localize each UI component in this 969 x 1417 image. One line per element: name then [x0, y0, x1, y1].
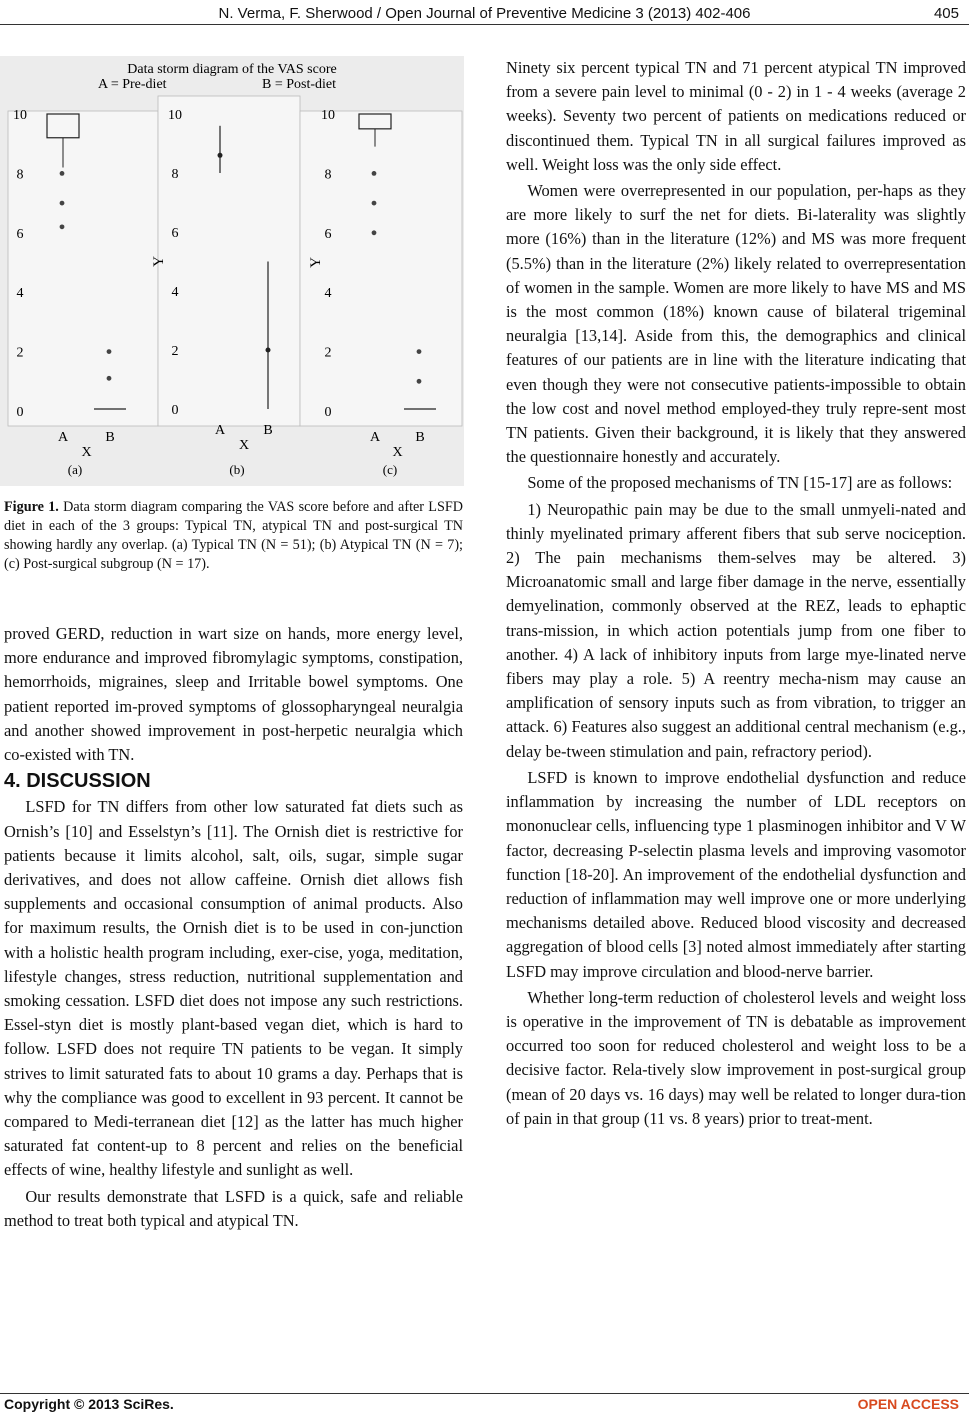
panel-label: (c)	[382, 462, 398, 477]
data-point	[60, 201, 65, 206]
data-point	[107, 349, 112, 354]
data-point	[372, 201, 377, 206]
data-storm-diagram	[0, 56, 464, 486]
left-column	[4, 622, 463, 1235]
y-tick-label: 8	[324, 167, 332, 183]
y-tick-label: 2	[171, 344, 179, 359]
paragraph: proved GERD, reduction in wart size on hands, more energy level, more endurance and improved fibromylagic symptoms, constipation, hemorrhoids, migraines, sleep and Irritable bowel symptoms. One patient reported im-proved symptoms of glossopharyngeal neuralgia and another showed improvement in post-herpetic neuralgia which co-existed with TN.	[4, 624, 463, 765]
y-tick-label: 2	[16, 345, 24, 361]
group-b-label: B	[105, 430, 115, 445]
open-access-badge: OPEN ACCESS	[857, 1396, 959, 1412]
data-point	[417, 379, 422, 384]
paragraph: LSFD for TN differs from other low saturated fat diets such as Ornish’s [10] and Esselstyn’s [11]. The Ornish diet is restrictive for patients because it limits alcohol, salt, oils, sugar, simple sugar derivatives, and does not allow caffeine. Ornish diet allows fish supplements and occasional consumption of animal products. Also for maximum results, the Ornish diet is to be used in con-junction with a holistic health program including, exer-cise, yoga, meditation, lifestyle changes, stress reduction, nutritional supplementation and smoking cessation. LSFD diet does not impose any such restrictions. Essel-styn diet is mostly plant-based vegan diet, which is hard to follow. LSFD does not require TN patients to be vegan. It simply strives to limit saturated fats to about 10 grams a day. Perhaps that is why the compliance was good to excellent in 93 percent. It cannot be compared to Medi-terranean diet [12] as the latter has much higher saturated fat content-up to 8 percent and relies on the beneficial effects of wine, healthy lifestyle and sunlight as well.	[4, 797, 463, 1180]
right-column	[506, 56, 966, 1133]
data-point	[417, 349, 422, 354]
legend-post-diet: B = Post-diet	[262, 77, 337, 92]
paragraph: LSFD is known to improve endothelial dysfunction and reduce inflammation by increasing the number of LDL receptors on mononuclear cells, influencing type 1 plasminogen inhibitor and V W factor, decreasing P-selectin plasma levels and improving vasomotor function [18-20]. An improvement of the endothelial dysfunction and reduction of inflammation may well improve one or more underlying mechanisms detailed above. Reduced blood viscosity and decreased aggregation of blood cells [3] noted almost immediately after starting LSFD may improve circulation and blood-nerve barrier.	[506, 767, 966, 981]
paragraph: 1) Neuropathic pain may be due to the small unmyeli-nated and thinly myelinated primary afferent fibers that sub serve nociception. 2) The pain mechanisms them-selves may be altered. 3) Microanatomic small and large fiber damage in the nerve, essentially demyelination, commonly observed at the REZ, leads to ephaptic trans-mission, in which action potentials jump from one fiber to another. 4) A lack of inhibitory inputs from large mye-linated nerve fibers may play a role. 5) A reentry mecha-nism may cause an amplification of sensory inputs such as from vibration, to trigger an attack. 6) Features also suggest an additional central mechanism (e.g., delay be-tween stimulation and pain, refractory period).	[506, 499, 966, 761]
page-footer	[0, 1396, 969, 1416]
y-tick-label: 0	[16, 405, 24, 420]
copyright-notice: Copyright © 2013 SciRes.	[4, 1396, 174, 1412]
group-a-label: A	[57, 430, 69, 445]
y-axis-label: Y	[151, 256, 167, 267]
running-title: N. Verma, F. Sherwood / Open Journal of Preventive Medicine 3 (2013) 402-406	[218, 5, 751, 22]
data-point	[60, 224, 65, 229]
data-point	[107, 376, 112, 381]
caption-text: Data storm diagram comparing the VAS score before and after LSFD diet in each of the 3 groups: Typical TN, atypical TN and post-surgical TN showing hardly any overlap. (a) Typical TN (N = 51); (b) Atypical TN (N = 7); (c) Post-surgical subgroup (N = 17).	[4, 499, 463, 572]
y-tick-label: 0	[324, 405, 332, 420]
group-a-label: A	[214, 423, 226, 438]
paragraph: Ninety six percent typical TN and 71 percent atypical TN improved from a severe pain level to minimal (0 - 2) in 1 - 4 weeks (average 2 weeks). Seventy two percent of patients on medications reduced or discontinued them. Typical TN in all surgical failures improved as well. Weight loss was the only side effect.	[506, 58, 966, 174]
running-header	[0, 2, 969, 26]
legend-pre-diet: A = Pre-diet	[98, 77, 167, 92]
data-point	[60, 171, 65, 176]
paragraph: Our results demonstrate that LSFD is a quick, safe and reliable method to treat both typical and atypical TN.	[4, 1186, 463, 1230]
panel-frame	[158, 96, 300, 426]
x-axis-label: X	[238, 438, 250, 453]
data-point	[372, 230, 377, 235]
y-tick-label: 4	[16, 286, 24, 302]
y-tick-label: 6	[324, 226, 332, 242]
section-heading-discussion: 4. DISCUSSION	[4, 770, 151, 793]
paragraph: Women were overrepresented in our population, per-haps as they are more likely to surf the net for diets. Bi-laterality was slightly more (16%) than in the literature (12%) and MS was more frequent (5.5%) than in the literature (2%) likely related to overrepresentation of women in the sample. Women are more likely to have MS and MS is the most common (18%) known cause of bilateral trigeminal neuralgia [13,14]. Aside from this, the demographics and clinical features of our patients are in line with the literature indicating that even though they were not consecutive patients-impossible to obtain the low cost and novel method employed-they truly repre-sent most TN patients. Given their background, it is likely that they answered the questionnaire honestly and accurately.	[506, 181, 966, 467]
figure-1	[0, 56, 464, 486]
median-marker	[218, 153, 223, 158]
y-tick-label: 4	[324, 286, 332, 302]
y-tick-label: 8	[16, 167, 24, 183]
data-point	[372, 171, 377, 176]
figure-title: Data storm diagram of the VAS score	[127, 62, 337, 77]
x-axis-label: X	[81, 445, 92, 460]
panel-frame	[8, 111, 158, 426]
y-tick-label: 6	[171, 226, 179, 241]
group-a-label: A	[369, 430, 381, 445]
y-tick-label: 2	[324, 345, 332, 361]
y-tick-label: 4	[171, 285, 179, 300]
y-tick-label: 0	[171, 403, 179, 418]
panel-label: (a)	[67, 462, 83, 477]
y-tick-label: 10	[13, 108, 27, 123]
panel-frame	[300, 111, 462, 426]
paragraph: Some of the proposed mechanisms of TN [15-17] are as follows:	[527, 473, 953, 493]
y-tick-label: 6	[16, 226, 24, 242]
y-tick-label: 10	[168, 108, 182, 123]
page-number: 405	[933, 5, 959, 22]
x-axis-label: X	[392, 445, 403, 460]
y-tick-label: 8	[171, 167, 179, 182]
header-rule	[0, 24, 969, 25]
y-axis-label: Y	[308, 257, 324, 268]
panel-label: (b)	[229, 462, 245, 477]
y-tick-label: 10	[321, 108, 335, 123]
group-b-label: B	[263, 423, 273, 438]
figure-caption	[4, 498, 463, 574]
caption-label: Figure 1.	[4, 499, 59, 515]
paragraph: Whether long-term reduction of cholesterol levels and weight loss is operative in the improvement of TN is debatable as improvement occurred too soon for reduced cholesterol and weight loss to be a decisive factor. Rela-tively slow improvement in post-surgical group (mean of 20 days vs. 16 days) may well be related to longer dura-tion of pain in that group (11 vs. 8 years) prior to treat-ment.	[506, 987, 966, 1128]
footer-rule	[0, 1393, 969, 1394]
group-b-label: B	[415, 430, 425, 445]
median-marker	[266, 348, 271, 353]
